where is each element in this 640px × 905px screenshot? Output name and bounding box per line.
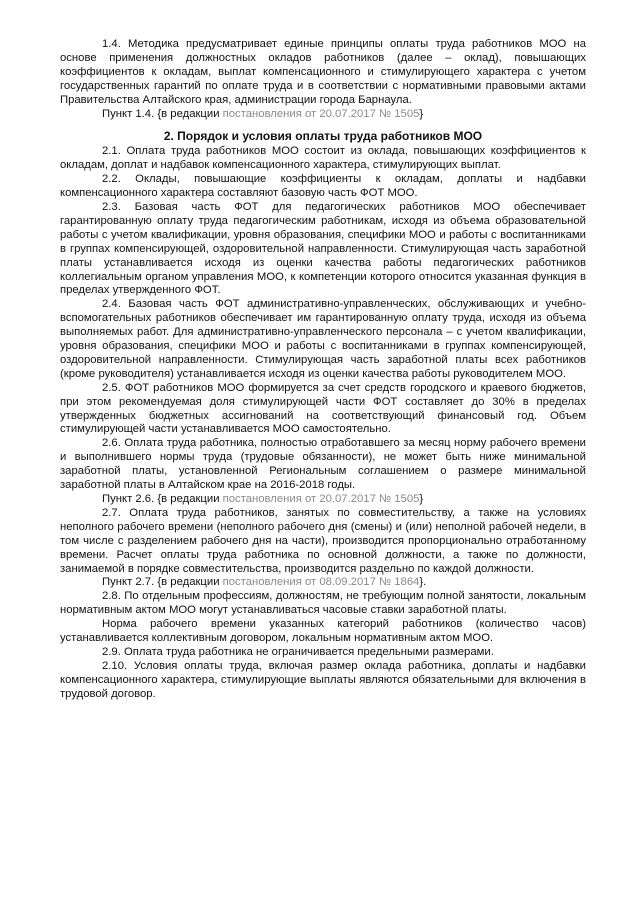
paragraph-2-5: 2.5. ФОТ работников МОО формируется за счет средств городского и краевого бюджетов, при этом рекомендуемая доля стимулирующей части ФОТ составляет до 30% в пределах утвержденных бюджетных ассигнований на соответствующий финансовый год. Объем стимулирующей части устанавливается МОО самостоятельно. bbox=[60, 381, 586, 436]
edit-note-2-6: Пункт 2.6. {в редакции постановления от 20.07.2017 № 1505} bbox=[102, 493, 424, 505]
edit-doc-link-2-6[interactable]: постановления от 20.07.2017 № 1505 bbox=[222, 493, 420, 505]
paragraph-2-6: 2.6. Оплата труда работника, полностью отработавшего за месяц норму рабочего времени и выполнившего нормы труда (трудовые обязанности), не может быть ниже минимальной заработной платы, установленной Региональным соглашением о размере минимальной заработной платы в Алтайском крае на 2016-2018 годы. bbox=[60, 437, 586, 492]
paragraph-2-4: 2.4. Базовая часть ФОТ административно-управленческих, обслуживающих и учебно-вспомогательных работников обеспечивает им гарантированную оплату труда, исходя из объема выполняемых работ. Для административно-управленческого персонала – с учетом квалификации, уровня образования, специфики МОО и работы с воспитанниками в группах компенсирующей, оздоровительной направленности. Стимулирующая часть заработной платы всех работников (кроме руководителя) устанавливается исходя из оценки качества работы руководителем МОО. bbox=[60, 298, 586, 380]
paragraph-1-4: 1.4. Методика предусматривает единые принципы оплаты труда работников МОО на основе применения должностных окладов работников (далее – оклад), повышающих коэффициентов к окладам, выплат компенсационного и стимулирующего характера с учетом государственных гарантий по оплате труда и в соответствии с нормативными правовыми актами Правительства Алтайского края, администрации города Барнаула. bbox=[60, 38, 586, 106]
paragraph-2-8: 2.8. По отдельным профессиям, должностям, не требующим полной занятости, локальным нормативным актом МОО могут устанавливаться часовые ставки заработной платы. bbox=[60, 590, 586, 617]
paragraph-2-8-norm: Норма рабочего времени указанных категорий работников (количество часов) устанавливается коллективным договором, локальным нормативным актом МОО. bbox=[60, 618, 586, 645]
edit-note-2-7: Пункт 2.7. {в редакции постановления от 08.09.2017 № 1864}. bbox=[102, 576, 427, 589]
edit-doc-link-2-7[interactable]: постановления от 08.09.2017 № 1864 bbox=[222, 576, 420, 589]
edit-doc-link-1-4[interactable]: постановления от 20.07.2017 № 1505 bbox=[222, 107, 420, 120]
paragraph-2-3: 2.3. Базовая часть ФОТ для педагогических работников МОО обеспечивает гарантированную оплату труда педагогическим работникам, исходя из объема образовательной работы с учетом квалификации, уровня образования, специфики МОО и работы с воспитанниками в группах компенсирующей, оздоровительной направленности. Стимулирующая часть заработной платы устанавливается исходя из оценки качества работы педагогических работников коллегиальным органом управления МОО, к компетенции которого относится указанная функция в пределах утвержденного ФОТ. bbox=[60, 200, 586, 297]
paragraph-2-1: 2.1. Оплата труда работников МОО состоит из оклада, повышающих коэффициентов к окладам, доплат и надбавок компенсационного характера, стимулирующих выплат. bbox=[60, 145, 586, 172]
paragraph-2-10: 2.10. Условия оплаты труда, включая размер оклада работника, доплаты и надбавки компенсационного характера, стимулирующие выплаты являются обязательными для включения в трудовой договор. bbox=[60, 659, 586, 700]
paragraph-2-7: 2.7. Оплата труда работников, занятых по совместительству, а также на условиях неполного рабочего времени (неполного рабочего дня (смены) и (или) неполной рабочей недели, в том числе с разделением рабочего дня на части), производится пропорционально отработанному времени. Расчет оплаты труда работника по основной должности, а также по должности, занимаемой в порядке совместительства, производится раздельно по каждой должности. bbox=[60, 506, 586, 575]
paragraph-2-9: 2.9. Оплата труда работника не ограничивается предельными размерами. bbox=[102, 645, 494, 658]
edit-note-1-4: Пункт 1.4. {в редакции постановления от 20.07.2017 № 1505} bbox=[102, 107, 424, 120]
section-heading: 2. Порядок и условия оплаты труда работников МОО bbox=[163, 129, 483, 144]
paragraph-2-2: 2.2. Оклады, повышающие коэффициенты к окладам, доплаты и надбавки компенсационного характера составляют базовую часть ФОТ МОО. bbox=[60, 173, 586, 200]
